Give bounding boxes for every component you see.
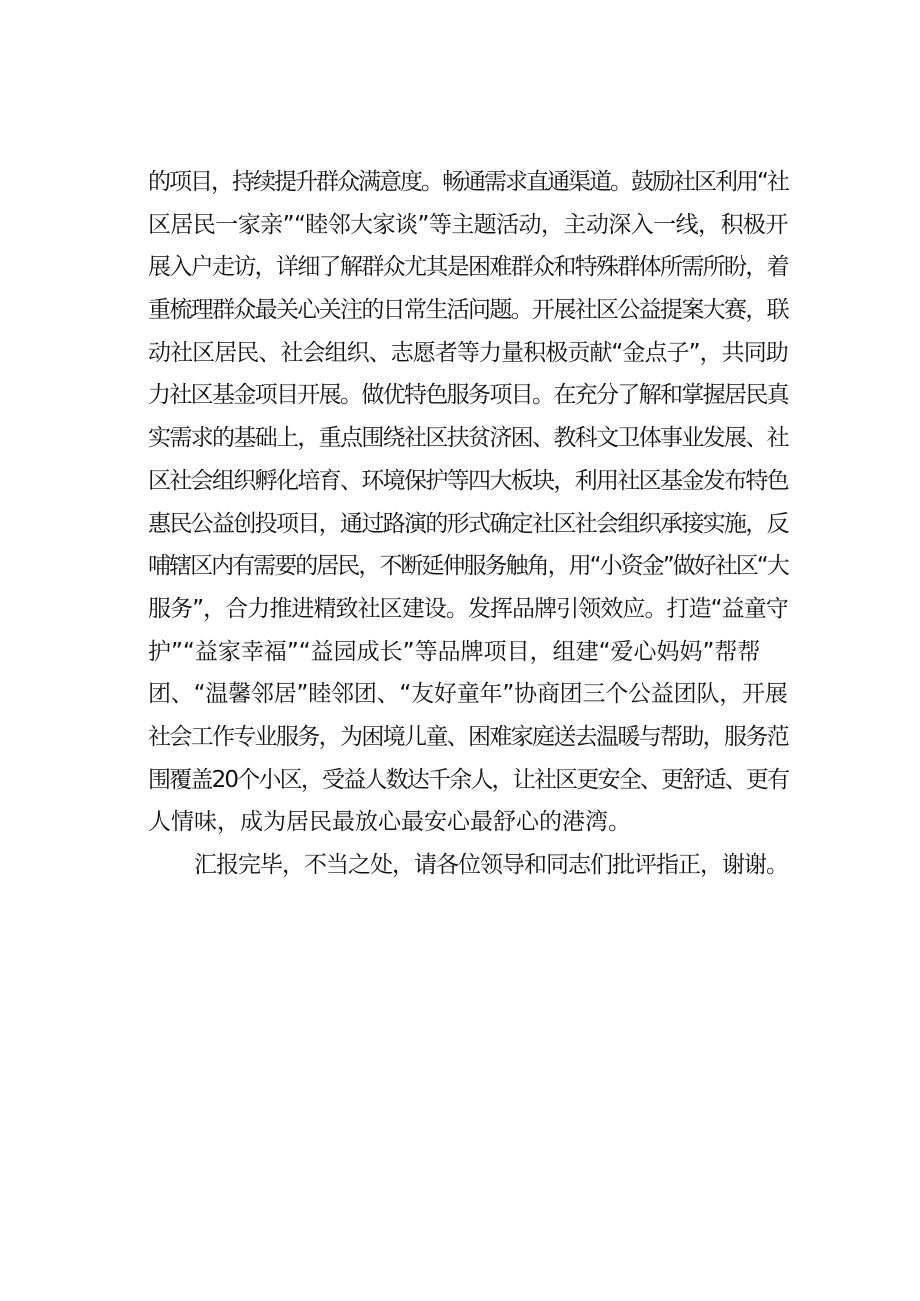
text-line: 哺辖区内有需要的居民，不断延伸服务触角，用“小资金”做好社区“大	[148, 553, 788, 580]
text-line: 区社会组织孵化培育、环境保护等四大板块，利用社区基金发布特色	[148, 467, 789, 494]
text-line: 团、“温馨邻居”睦邻团、“友好童年”协商团三个公益团队，开展	[148, 681, 788, 708]
text-line: 区居民一家亲”“睦邻大家谈”等主题活动，主动深入一线，积极开	[148, 211, 788, 238]
text-line: 动社区居民、社会组织、志愿者等力量积极贡献“金点子”，共同助	[148, 339, 788, 366]
text-line: 的项目，持续提升群众满意度。畅通需求直通渠道。鼓励社区利用“社	[148, 169, 788, 195]
text-line: 重梳理群众最关心关注的日常生活问题。开展社区公益提案大赛，联	[148, 297, 789, 324]
text-line: 惠民公益创投项目，通过路演的形式确定社区社会组织承接实施，反	[148, 510, 789, 537]
text-line: 实需求的基础上，重点围绕社区扶贫济困、教科文卫体事业发展、社	[148, 425, 789, 452]
text-line: 社会工作专业服务，为困境儿童、困难家庭送去温暖与帮助，服务范	[148, 723, 789, 750]
text-line: 围覆盖20个小区，受益人数达千余人，让社区更安全、更舒适、更有	[148, 766, 789, 793]
body-text	[148, 161, 788, 887]
text-line: 人情味，成为居民最放心最安心最舒心的港湾。	[148, 809, 631, 836]
text-line: 护”“益家幸福”“益园成长”等品牌项目，组建“爱心妈妈”帮帮	[148, 638, 761, 665]
text-line: 服务”，合力推进精致社区建设。发挥品牌引领效应。打造“益童守	[148, 595, 788, 622]
closing-paragraph: 汇报完毕，不当之处，请各位领导和同志们批评指正，谢谢。	[194, 852, 788, 878]
text-line: 展入户走访，详细了解群众尤其是困难群众和特殊群体所需所盼，着	[148, 254, 789, 281]
text-line: 力社区基金项目开展。做优特色服务项目。在充分了解和掌握居民真	[148, 382, 789, 409]
